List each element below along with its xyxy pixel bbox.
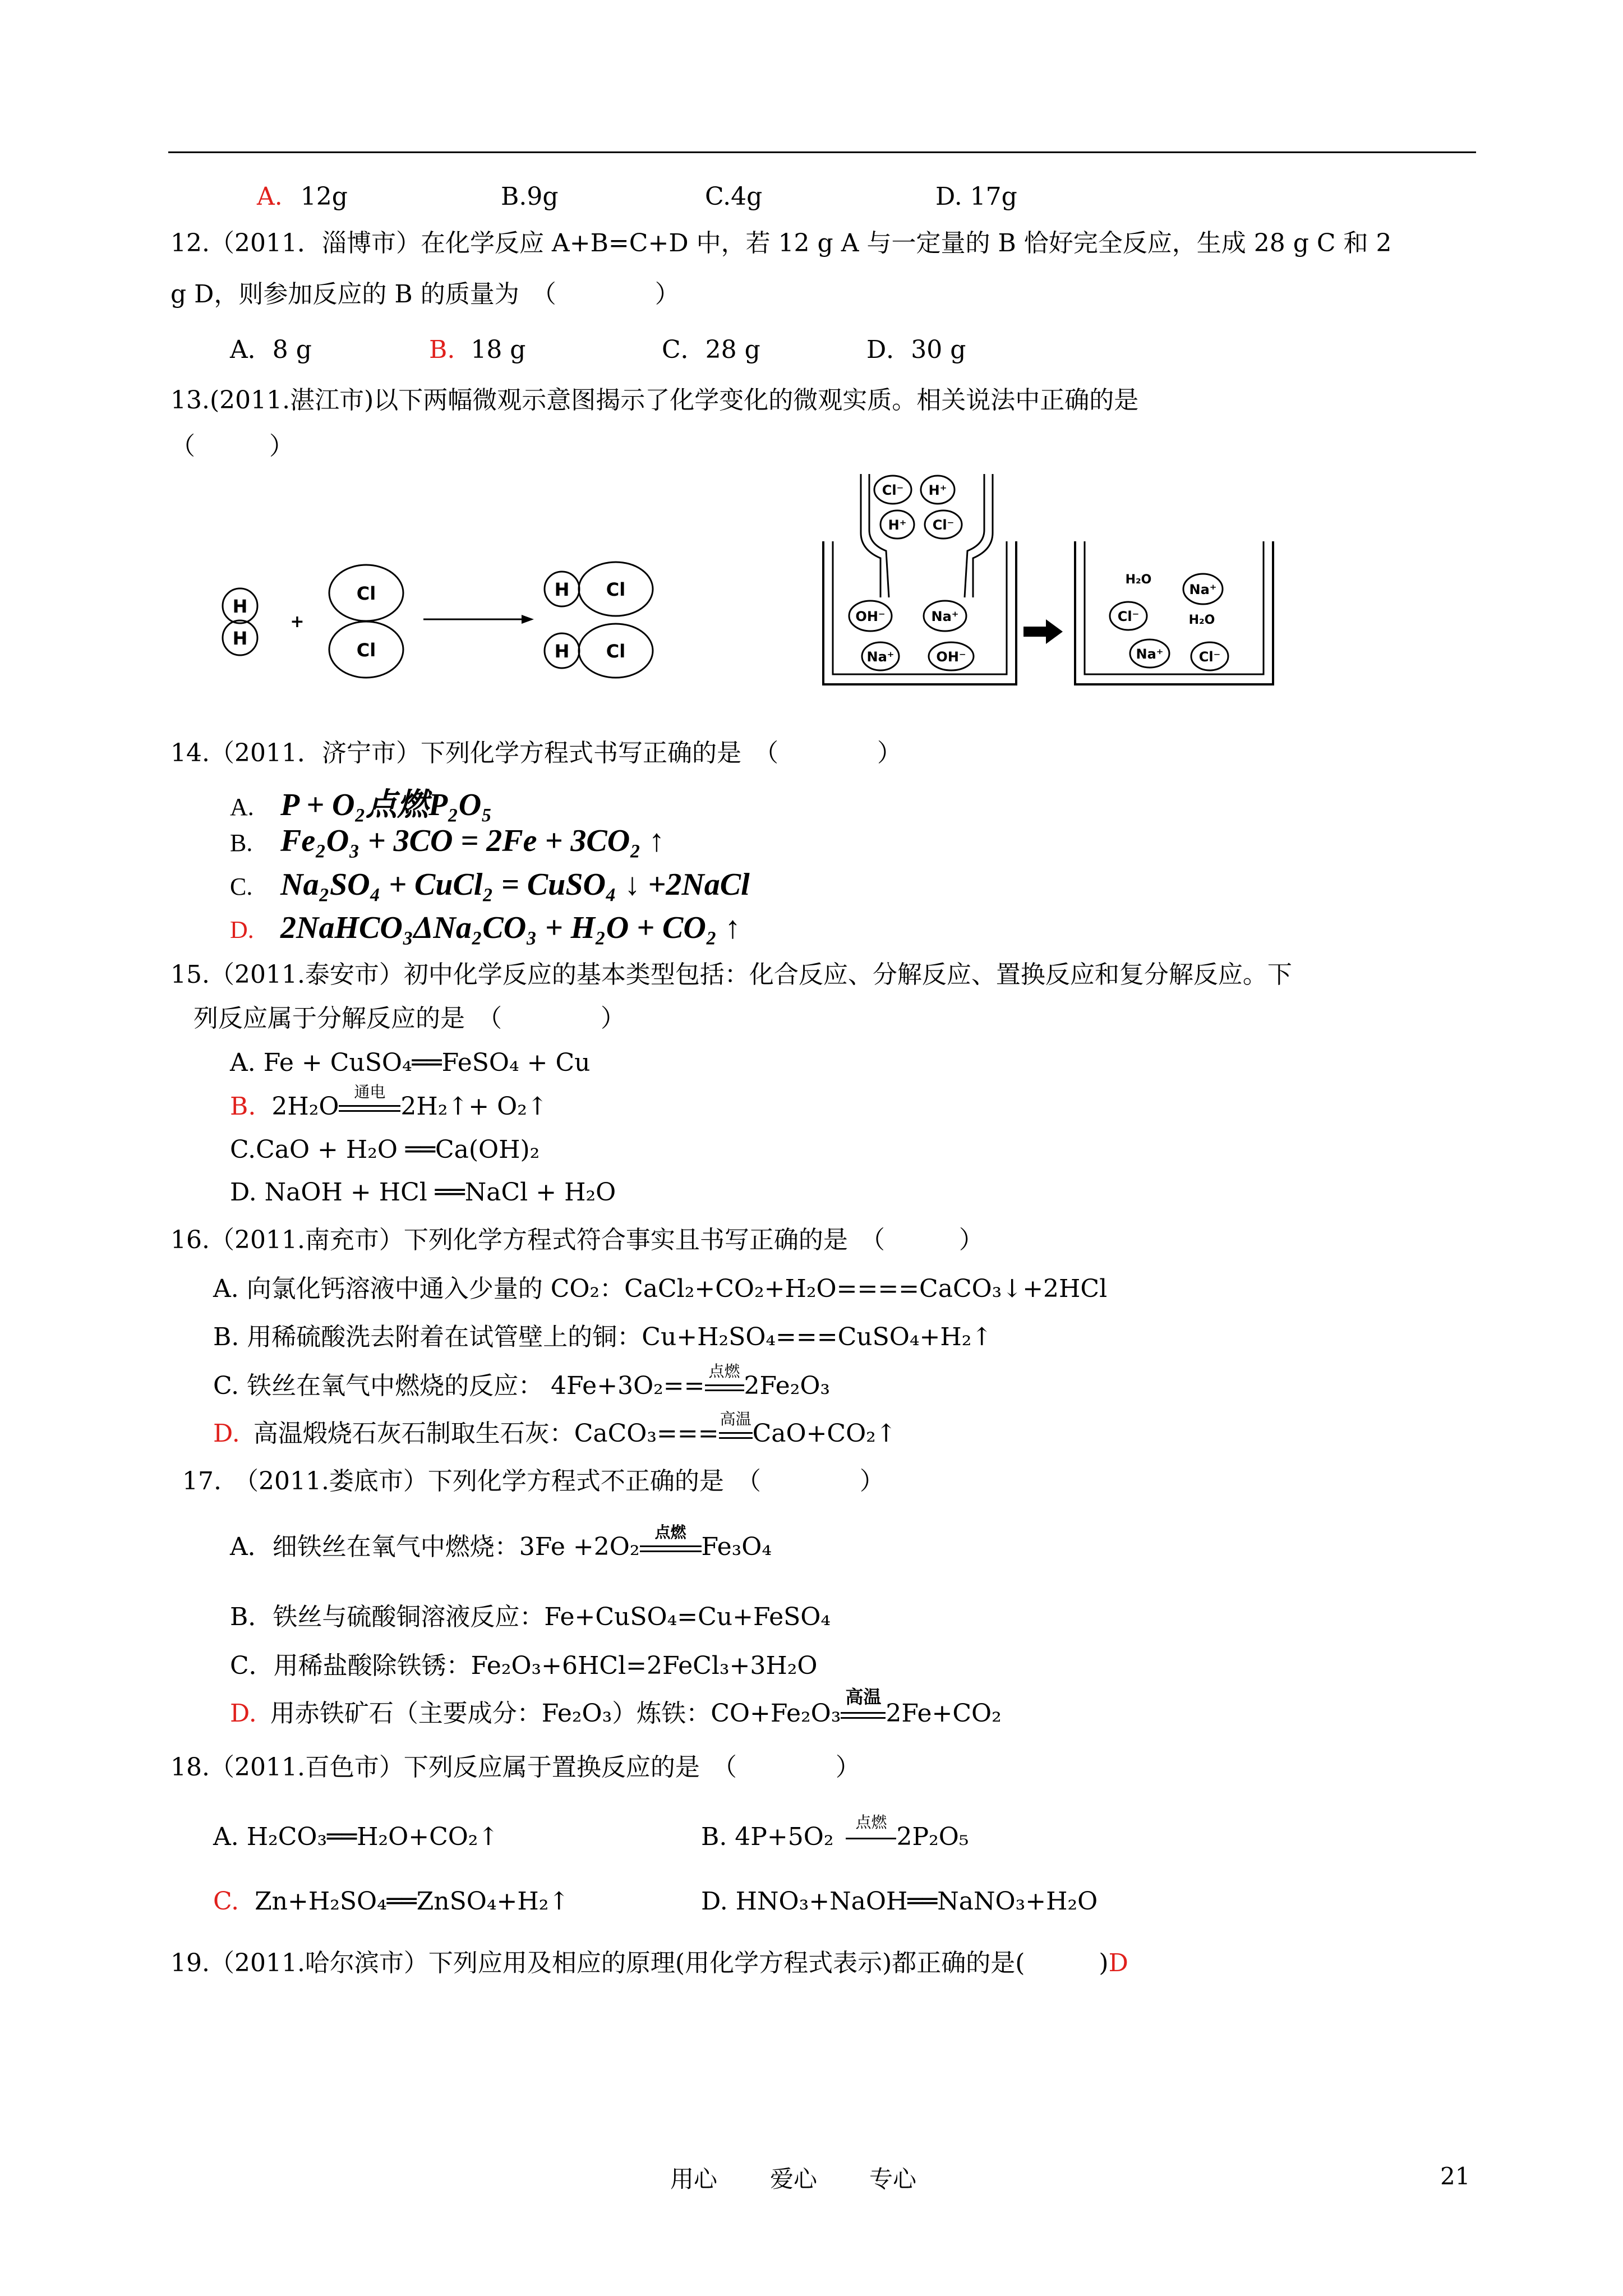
q11-option-d: D. 17g — [935, 182, 1017, 211]
hcl-molecules — [545, 562, 653, 678]
reaction-arrow — [423, 615, 534, 624]
q16-option-b: B. 用稀硫酸洗去附着在试管壁上的铜：Cu+H₂SO₄===CuSO₄+H₂↑ — [213, 1323, 993, 1351]
q15-stem-line2: 列反应属于分解反应的是 （ ） — [193, 1004, 625, 1033]
q17-option-d — [230, 1686, 1002, 1729]
cl-atom-label: Cl — [606, 579, 626, 600]
q16-option-c — [213, 1362, 831, 1402]
h-atom-label: H — [554, 579, 570, 600]
cl-atom-label: Cl — [356, 639, 376, 661]
cl-atom-label: Cl — [356, 583, 376, 604]
q11-option-a: 12g — [300, 182, 348, 211]
q17-a-right: Fe₃O₄ — [701, 1533, 772, 1561]
q14-a-equation: P + O₂点燃P₂O₅ — [280, 788, 492, 822]
q11-options — [257, 181, 348, 213]
q12-stem-line1: 12.（2011．淄博市）在化学反应 A+B=C+D 中，若 12 g A 与一定量的 B 恰好完全反应，生成 28 g C 和 2 — [170, 229, 1392, 257]
plus-sign: + — [290, 612, 305, 632]
q14-d-letter: D. — [230, 916, 254, 944]
q17-a-left: A．细铁丝在氧气中燃烧：3Fe +2O₂ — [230, 1533, 640, 1561]
q12-option-b-letter: B. — [429, 335, 455, 364]
q17-d-letter: D. — [230, 1699, 257, 1728]
h-atom-label: H — [232, 628, 248, 649]
q17-d-condition — [841, 1686, 886, 1729]
q17-a-condition-text: 点燃 — [654, 1523, 686, 1542]
q19-answer: D — [1108, 1949, 1128, 1977]
q12-option-b-text: 18 g — [471, 335, 526, 364]
q15-b-letter: B. — [230, 1092, 256, 1121]
q18-b-right: 2P₂O₅ — [896, 1823, 969, 1851]
hydrogen-ion-label: H⁺ — [888, 517, 907, 533]
chloride-ion-label: Cl⁻ — [1198, 649, 1221, 665]
q18-stem: 18.（2011.百色市）下列反应属于置换反应的是 （ ） — [170, 1753, 860, 1782]
q19-stem — [170, 1948, 1128, 1979]
q14-option-b — [230, 823, 665, 859]
cl-atom-label: Cl — [606, 641, 626, 662]
q12-option-c: C．28 g — [662, 335, 760, 364]
q15-b-left: 2H₂O — [271, 1092, 339, 1121]
q12-stem-line2: g D，则参加反应的 B 的质量为 （ ） — [170, 280, 680, 309]
q16-d-right: CaO+CO₂↑ — [752, 1419, 897, 1448]
q17-d-right: 2Fe+CO₂ — [886, 1699, 1002, 1728]
q13-stem-line1: 13.(2011.湛江市)以下两幅微观示意图揭示了化学变化的微观实质。相关说法中正确的是 — [170, 386, 1139, 415]
q14-b-equation: Fe₂O₃ + 3CO = 2Fe + 3CO₂ ↑ — [280, 823, 665, 858]
h-atom-label: H — [232, 596, 248, 617]
q17-stem: 17. （2011.娄底市）下列化学方程式不正确的是 （ ） — [182, 1467, 884, 1496]
q14-c-equation: Na₂SO₄ + CuCl₂ = CuSO₄ ↓ +2NaCl — [280, 867, 750, 902]
h-atom-label: H — [554, 641, 570, 662]
water-molecule-label: H₂O — [1125, 573, 1152, 587]
q16-d-condition-text: 高温 — [720, 1410, 751, 1428]
hydroxide-ion-label: OH⁻ — [936, 649, 966, 665]
q18-c-text: Zn+H₂SO₄══ZnSO₄+H₂↑ — [255, 1887, 570, 1916]
q12-option-d: D．30 g — [866, 335, 966, 364]
q18-option-d: D. HNO₃+NaOH══NaNO₃+H₂O — [701, 1887, 1098, 1916]
q15-option-d: D. NaOH + HCl ══NaCl + H₂O — [230, 1178, 616, 1207]
h2-molecule — [223, 588, 257, 655]
q16-c-left: C. 铁丝在氧气中燃烧的反应： 4Fe+3O₂== — [213, 1372, 705, 1400]
q18-b-condition — [846, 1813, 896, 1853]
q13-diagram-molecules — [208, 561, 667, 690]
q15-option-c: C.CaO + H₂O ══Ca(OH)₂ — [230, 1135, 540, 1164]
q15-stem-line1: 15.（2011.泰安市）初中化学反应的基本类型包括：化合反应、分解反应、置换反应和复分解反应。下 — [170, 960, 1292, 989]
sodium-ion-label: Na⁺ — [866, 649, 895, 665]
hydroxide-ion-label: OH⁻ — [855, 609, 886, 624]
q17-d-condition-text: 高温 — [845, 1686, 882, 1708]
q14-stem: 14.（2011．济宁市）下列化学方程式书写正确的是 （ ） — [170, 739, 902, 767]
q15-option-a: A. Fe + CuSO₄══FeSO₄ + Cu — [230, 1048, 591, 1077]
sodium-ion-label: Na⁺ — [1136, 646, 1164, 662]
q14-option-c — [230, 867, 750, 903]
q15-b-right: 2H₂↑+ O₂↑ — [400, 1092, 548, 1121]
hydrogen-ion-label: H⁺ — [928, 482, 947, 498]
footer-motto-3: 专心 — [869, 2165, 917, 2193]
footer-motto-1: 用心 — [670, 2165, 718, 2193]
q12-option-a: A．8 g — [230, 335, 312, 364]
q16-stem: 16.（2011.南充市）下列化学方程式符合事实且书写正确的是 （ ） — [170, 1226, 984, 1254]
q16-option-a: A. 向氯化钙溶液中通入少量的 CO₂：CaCl₂+CO₂+H₂O====CaCO₃↓+2HCl — [213, 1274, 1108, 1303]
q18-option-c — [213, 1886, 569, 1917]
q18-option-b — [701, 1813, 969, 1853]
q18-option-a: A. H₂CO₃══H₂O+CO₂↑ — [213, 1823, 499, 1851]
q16-c-condition — [705, 1362, 744, 1402]
q15-b-condition — [339, 1083, 400, 1122]
water-molecule-label: H₂O — [1188, 613, 1215, 627]
q17-a-condition — [640, 1523, 702, 1563]
page-number: 21 — [1440, 2162, 1470, 2190]
q16-d-letter: D. — [213, 1419, 240, 1448]
q17-option-b: B．铁丝与硫酸铜溶液反应：Fe+CuSO₄=Cu+FeSO₄ — [230, 1603, 831, 1631]
q13-diagram-neutralization — [819, 466, 1279, 696]
q17-option-a — [230, 1523, 772, 1563]
header-rule — [168, 151, 1476, 153]
q14-option-a — [230, 780, 492, 825]
q16-c-condition-text: 点燃 — [708, 1362, 740, 1381]
sodium-ion-label: Na⁺ — [931, 609, 959, 624]
q17-d-left: 用赤铁矿石（主要成分：Fe₂O₃）炼铁：CO+Fe₂O₃ — [270, 1699, 841, 1728]
q17-option-c: C．用稀盐酸除铁锈：Fe₂O₃+6HCl=2FeCl₃+3H₂O — [230, 1651, 818, 1680]
q16-option-d — [213, 1410, 897, 1450]
q14-d-equation: 2NaHCO₃ΔNa₂CO₃ + H₂O + CO₂ ↑ — [280, 910, 741, 945]
q16-d-condition — [719, 1410, 753, 1450]
cl2-molecule — [329, 565, 403, 678]
q12-option-b — [429, 334, 525, 366]
q14-c-letter: C. — [230, 873, 253, 900]
q19-stem-text: 19.（2011.哈尔滨市）下列应用及相应的原理(用化学方程式表示)都正确的是( ) — [170, 1949, 1109, 1977]
chloride-ion-label: Cl⁻ — [1117, 609, 1140, 624]
q16-c-right: 2Fe₂O₃ — [744, 1372, 831, 1400]
chloride-ion-label: Cl⁻ — [932, 517, 955, 533]
q18-b-left: B. 4P+5O₂ — [701, 1823, 834, 1851]
q11-option-a-letter: A. — [257, 182, 283, 211]
q15-b-condition-text: 通电 — [354, 1083, 386, 1101]
chloride-ion-label: Cl⁻ — [882, 482, 904, 498]
q14-a-letter: A. — [230, 793, 254, 821]
q14-b-letter: B. — [230, 829, 253, 857]
q18-c-letter: C. — [213, 1887, 239, 1916]
q11-option-b: B.9g — [501, 182, 559, 211]
q11-option-c: C.4g — [705, 182, 763, 211]
q15-option-b — [230, 1083, 548, 1122]
q14-option-d — [230, 910, 740, 946]
sodium-ion-label: Na⁺ — [1189, 582, 1217, 597]
footer-motto-2: 爱心 — [770, 2165, 818, 2193]
q13-stem-line2: （ ） — [170, 432, 294, 461]
q18-b-condition-text: 点燃 — [855, 1813, 887, 1832]
q16-d-left: 高温煅烧石灰石制取生石灰：CaCO₃=== — [253, 1419, 719, 1448]
